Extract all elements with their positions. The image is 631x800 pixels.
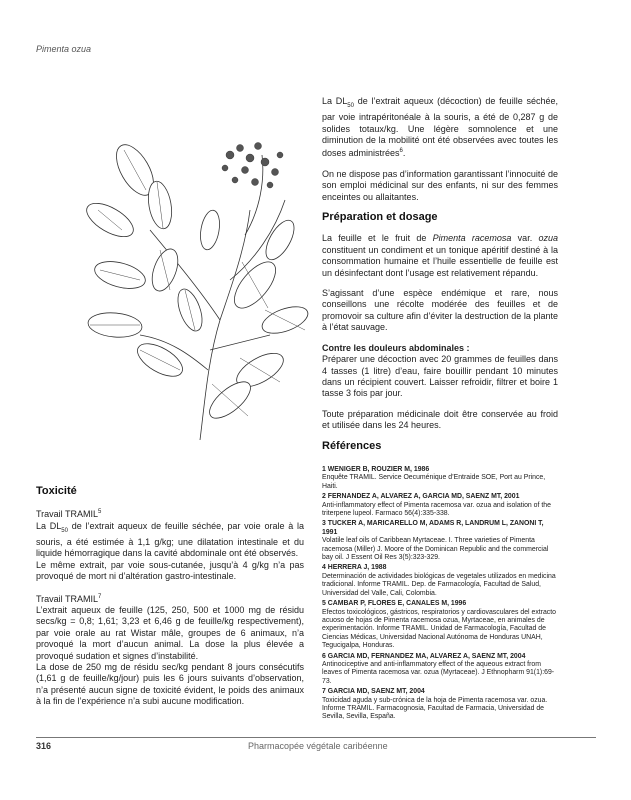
innocuite-paragraph: On ne dispose pas d’information garantissant l’innocuité de son emploi médicinal sur des enfants, ni sur des femmes enceintes ou allaitantes. xyxy=(322,168,558,202)
tramil5-label: Travail TRAMIL$^5$ xyxy=(36,509,102,520)
tramil5-paragraph-2: Le même extrait, par voie sous-cutanée, jusqu’à 4 g/kg n’a pas provoqué de mort ni d’altération gastro-intestinale. xyxy=(36,559,304,582)
running-head: Pimenta ozua xyxy=(36,44,92,54)
page-number: 316 xyxy=(36,741,52,751)
tramil7-label: Travail TRAMIL$^7$ xyxy=(36,593,102,604)
douleurs-paragraph: Préparer une décoction avec 20 grammes de feuilles dans 4 tasses (1 litre) d’eau, faire bouillir pendant 10 minutes dans un récipient couvert. Laisser refroidir, filtrer et boire 1 tasse 3 fois par jour. xyxy=(322,354,558,399)
preparation-heading: Préparation et dosage xyxy=(322,211,438,224)
preparation-paragraph: La feuille et le fruit de Pimenta racemosa var. ozua constituent un condiment et un tonique apéritif destiné à la consommation humaine et l’huile essentielle de feuille est un désinfectant dont l’usage est relativement répandu. xyxy=(322,233,558,278)
recolte-paragraph: S’agissant d’une espèce endémique et rare, nous conseillons une récolte modérée des feuilles et de promovoir sa culture afin d’éviter la destruction de la plante à l’état sauvage. xyxy=(322,288,558,333)
leaf-group xyxy=(81,139,310,425)
reference-item: 2 FERNANDEZ A, ALVAREZ A, GARCIA MD, SAENZ MT, 2001 Anti-inflammatory effect of Pimenta racemosa var. ozua and isolation of the triterpene lupeol. Farmaco 56(4):335-338. xyxy=(322,493,551,518)
reference-item: 6 GARCIA MD, FERNANDEZ MA, ALVAREZ A, SAENZ MT, 2004 Antinociceptive and anti-inflammatory effect of the aqueous extract from leaves of Pimenta racemosa var. ozua (Myrtaceae). J Ethnopharm 91(1):69-73. xyxy=(322,652,555,685)
reference-item: 4 HERRERA J, 1988 Determinación de actividades biológicas de vegetales utilizados en medicina tradicional. Informe TRAMIL. Dep. de Farmacología, Facultad de Salud, Universidad del Valle, Cali, Colombia. xyxy=(322,564,556,597)
reference-item: 7 GARCIA MD, SAENZ MT, 2004 Toxicidad aguda y sub-crónica de la hoja de Pimenta racemosa var. ozua. Informe TRAMIL. Farmacognosia, Facultad de Farmacia, Universidad de Sevilla, Sevilla, España. xyxy=(322,688,548,721)
reference-item: 5 CAMBAR P, FLORES E, CANALES M, 1996 Efectos toxicológicos, gástricos, respiratorios y cardiovasculares del extracto acuoso de hojas de Pimenta racemosa ozua, Myrtaceae, en animales de experimentación. Informe TRAMIL. Unidad de Farmacología, Facultad de Ciencias Médicas, Universidad Nacional Autónoma de Honduras UNAH, Tegucigalpa, Honduras. xyxy=(322,600,556,650)
toxicite-heading: Toxicité xyxy=(36,485,77,497)
dl50-paragraph: La $DL_{50}$ de l’extrait aqueux (décoction) de feuille séchée, par voie intrapéritonéale à la souris, a été de 0,287 g de solides totaux/kg. Une légère somnolence et une diminution de la mobilité ont été observées avec toutes les doses administrées$^6$. xyxy=(322,96,558,159)
reference-item: 1 WENIGER B, ROUZIER M, 1986 Enquête TRAMIL. Service Oecuménique d’Entraide SOE, Port au Prince, Haiti. xyxy=(322,466,546,490)
plant-illustration xyxy=(80,110,310,440)
footer-rule xyxy=(36,737,596,738)
fruit-cluster xyxy=(222,143,283,189)
douleurs-heading: Contre les douleurs abdominales : xyxy=(322,342,470,353)
right-column xyxy=(322,96,558,462)
conservation-paragraph: Toute préparation médicinale doit être conservée au froid et utilisée dans les 24 heures. xyxy=(322,408,558,431)
left-column xyxy=(36,486,304,717)
references-heading: Références xyxy=(322,439,382,452)
tramil7-paragraph-1: L’extrait aqueux de feuille (125, 250, 500 et 1000 mg de résidu secs/kg = 0,8; 1,61; 3,23 et 6,46 g de feuille/kg respectivement), par voie orale au rat Wistar mâle, groupes de 6 animaux, n’a provoqué la mort d’aucun animal. La dose la plus élevée a provoqué sudation et signes d’instabilité. xyxy=(36,605,304,661)
book-title: Pharmacopée végétale caribéenne xyxy=(248,741,388,751)
references-list xyxy=(322,466,558,724)
tramil5-paragraph: La $DL_{50}$ de l’extrait aqueux de feuille séchée, par voie orale à la souris, a été estimée à 1,1 g/kg; une dilatation intestinale et du liquide hémorragique dans la cavité abdominale ont été observés. xyxy=(36,520,304,559)
reference-item: 3 TUCKER A, MARICARELLO M, ADAMS R, LANDRUM L, ZANONI T, 1991 Volatile leaf oils of Caribbean Myrtaceae. I. Three varieties of Pimenta racemosa (Miller) J. Moore of the Dominican Republic and the commercial bay oil. J Essent Oil Res 3(5):323-329. xyxy=(322,520,549,562)
tramil7-paragraph-2: La dose de 250 mg de résidu sec/kg pendant 8 jours consécutifs (1,61 g de feuille/kg/jour) puis les 6 jours suivants d’observation, n’a présenté aucun signe de toxicité évident, le poids des animaux à la fin de l’expérience n’a subi aucune modification. xyxy=(36,662,304,707)
